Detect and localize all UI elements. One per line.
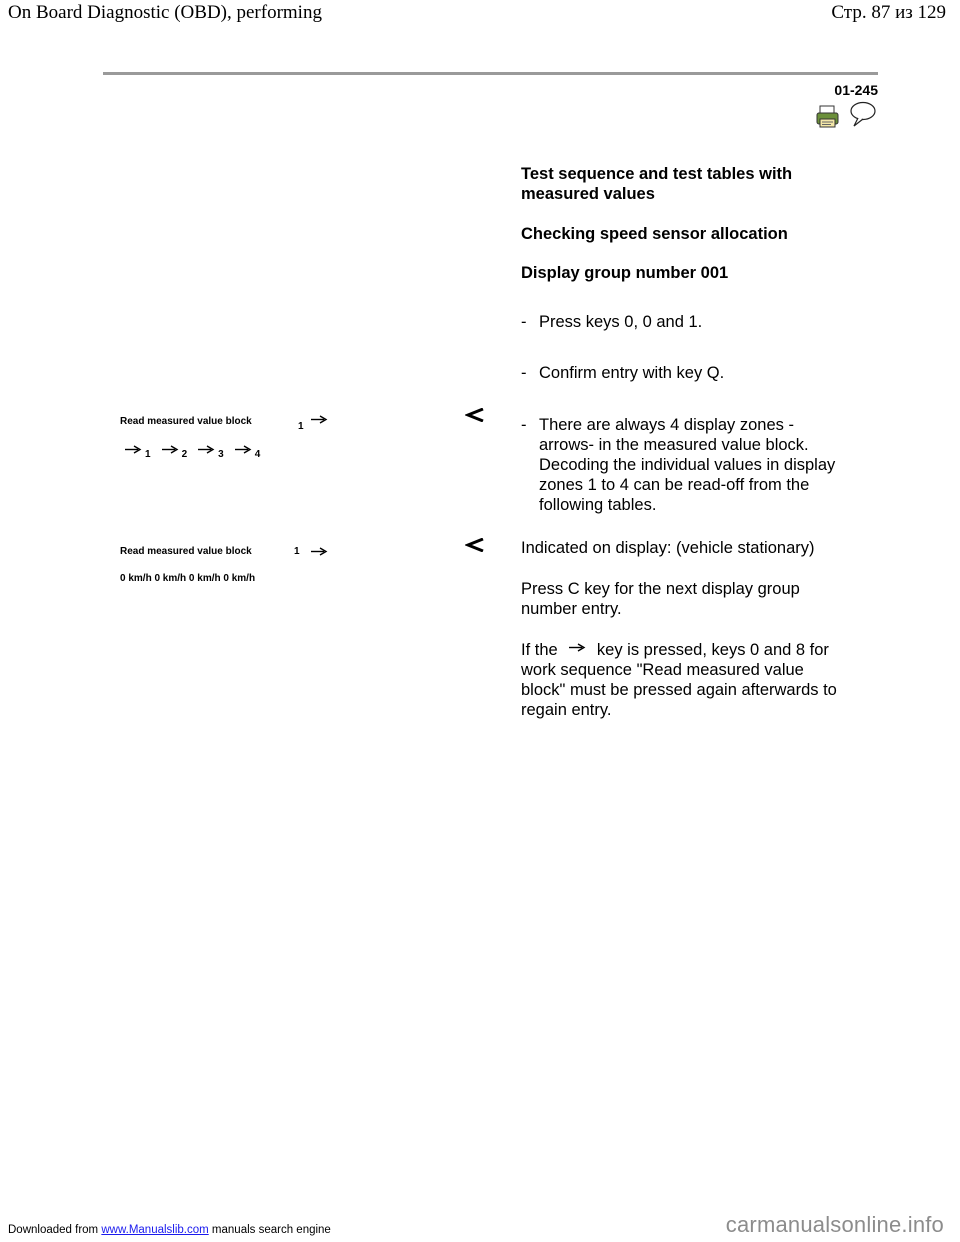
right-arrow-icon: [310, 415, 328, 424]
right-arrow-icon: [197, 445, 215, 454]
display2-values: 0 km/h 0 km/h 0 km/h 0 km/h: [120, 573, 256, 584]
zone-number: 2: [181, 449, 188, 460]
if-key-line2: work sequence "Read measured value: [521, 661, 804, 679]
right-arrow-icon: [234, 445, 252, 454]
right-arrow-icon: [124, 445, 142, 454]
if-key-line1: If the key is pressed, keys 0 and 8 for: [521, 641, 829, 659]
printer-icon[interactable]: [815, 104, 841, 135]
step-press-keys: - Press keys 0, 0 and 1.: [521, 313, 703, 331]
display1-label: Read measured value block: [120, 416, 252, 427]
page-code: 01-245: [834, 82, 878, 98]
display1-zones: [124, 445, 260, 460]
section-heading-line2: measured values: [521, 185, 655, 203]
press-c-line2: number entry.: [521, 600, 622, 618]
manualslib-link[interactable]: www.Manualslib.com: [101, 1224, 209, 1236]
section-heading-line1: Test sequence and test tables with: [521, 165, 793, 183]
display1-group: 1: [298, 421, 304, 432]
subheading-speed-sensor: Checking speed sensor allocation: [521, 225, 788, 243]
zone-number: 3: [218, 449, 224, 460]
pointer-arrow-icon: [465, 408, 485, 427]
speech-bubble-icon[interactable]: [848, 100, 878, 133]
pointer-arrow-icon: [465, 538, 485, 557]
document-title: On Board Diagnostic (OBD), performing: [8, 2, 322, 23]
page-indicator: Стр. 87 из 129: [831, 2, 946, 23]
step-confirm-entry: - Confirm entry with key Q.: [521, 364, 725, 382]
right-arrow-icon: [161, 445, 179, 454]
if-key-line4: regain entry.: [521, 701, 612, 719]
step-display-zones: - There are always 4 display zones - arrows- in the measured value block. Decoding the individual values in display zones 1 to 4 can be read-off from the following tables.: [521, 416, 836, 514]
display2-label: Read measured value block: [120, 546, 252, 557]
zone-number: 1: [145, 449, 151, 460]
right-arrow-icon: [568, 643, 586, 652]
indicated-on-display: Indicated on display: (vehicle stationary): [521, 539, 815, 557]
press-c-line1: Press C key for the next display group: [521, 580, 800, 598]
subheading-display-group: Display group number 001: [521, 264, 729, 282]
watermark: carmanualsonline.info: [725, 1212, 944, 1237]
zone-number: 4: [254, 449, 261, 460]
download-footer: Downloaded from www.Manualslib.com manuals search engine: [8, 1224, 331, 1236]
display2-group: 1: [294, 546, 300, 557]
if-key-line3: block" must be pressed again afterwards to: [521, 681, 837, 699]
right-arrow-icon: [310, 547, 328, 556]
header-rule: [103, 72, 878, 75]
